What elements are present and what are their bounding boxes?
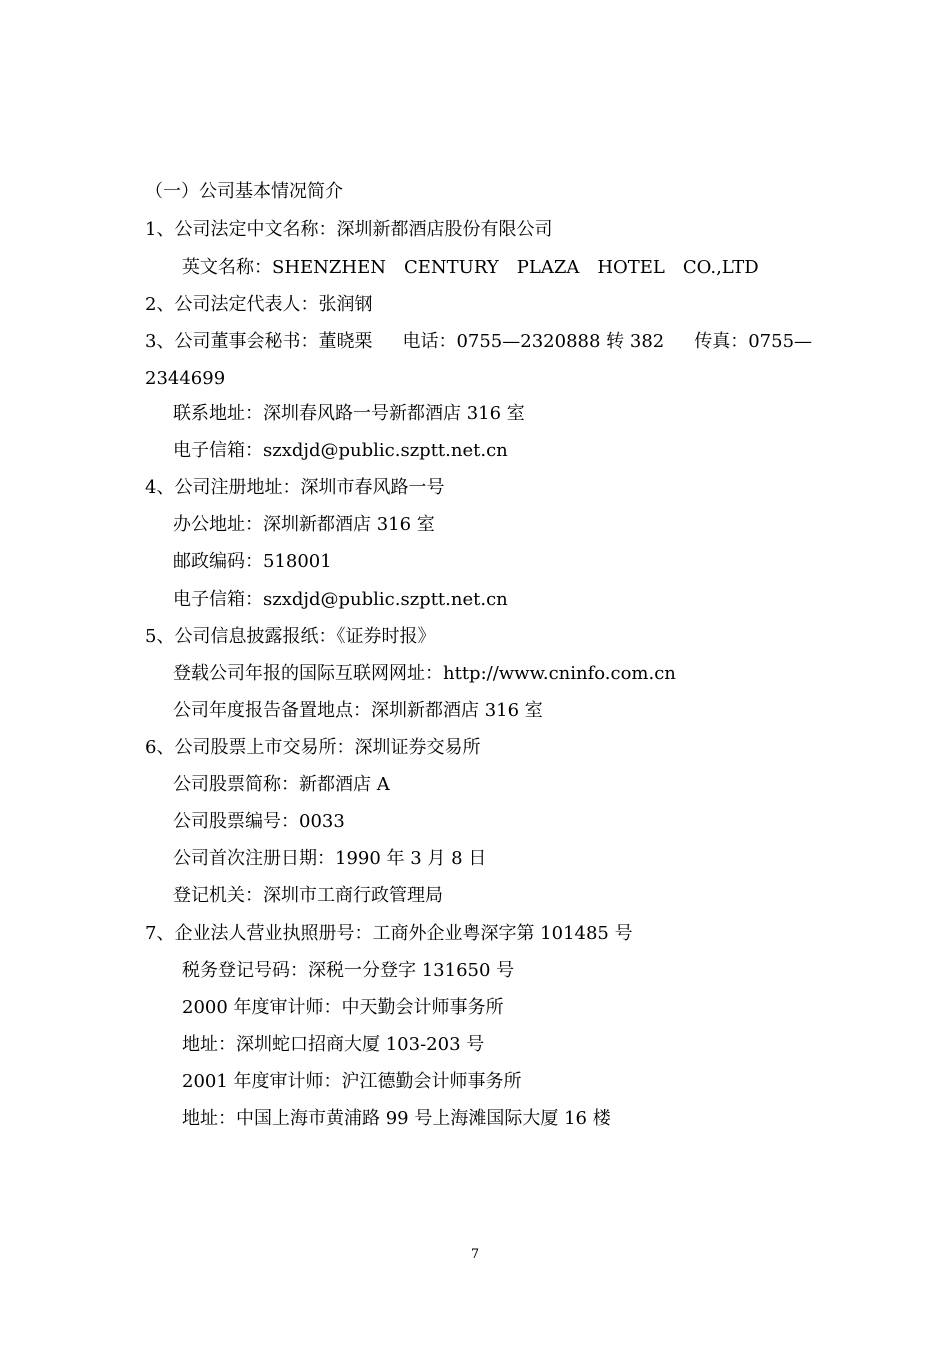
item-7-business-license: 7、企业法人营业执照册号：工商外企业粤深字第 101485 号: [145, 923, 633, 944]
secretary-phone: 电话：0755—2320888 转 382: [402, 331, 665, 352]
item-7-auditor-2000: 2000 年度审计师：中天勤会计师事务所: [182, 997, 504, 1018]
item-5-newspaper: 5、公司信息披露报纸：《证券时报》: [145, 626, 436, 647]
english-word-4: HOTEL: [597, 257, 665, 278]
english-word-3: PLAZA: [516, 257, 580, 278]
item-6-stock-code: 公司股票编号：0033: [173, 811, 345, 832]
item-7-auditor-2001-address: 地址：中国上海市黄浦路 99 号上海滩国际大厦 16 楼: [182, 1108, 611, 1129]
page-number: 7: [470, 1247, 480, 1262]
item-6-registration-authority: 登记机关：深圳市工商行政管理局: [173, 885, 443, 906]
english-word-5: CO.,LTD: [682, 257, 759, 278]
english-word-2: CENTURY: [404, 257, 499, 278]
section-heading: （一）公司基本情况简介: [145, 181, 343, 202]
english-word-1: SHENZHEN: [272, 257, 387, 278]
item-3-email: 电子信箱：szxdjd@public.szptt.net.cn: [173, 440, 508, 461]
item-4-email: 电子信箱：szxdjd@public.szptt.net.cn: [173, 589, 508, 610]
item-3-secretary: [145, 330, 812, 354]
item-1-chinese-name: 1、公司法定中文名称：深圳新都酒店股份有限公司: [145, 219, 553, 240]
secretary-name: 3、公司董事会秘书：董晓栗: [145, 331, 373, 352]
item-7-tax-number: 税务登记号码：深税一分登字 131650 号: [182, 960, 515, 981]
item-4-postcode: 邮政编码：518001: [173, 551, 332, 572]
item-3-fax-continued: 2344699: [145, 368, 226, 389]
secretary-fax: 传真：0755—: [694, 331, 813, 352]
item-1-english-name: [182, 256, 759, 280]
item-4-office-address: 办公地址：深圳新都酒店 316 室: [173, 514, 435, 535]
english-name-label: 英文名称：: [182, 257, 272, 278]
item-7-auditor-2000-address: 地址：深圳蛇口招商大厦 103-203 号: [182, 1034, 485, 1055]
item-4-registered-address: 4、公司注册地址：深圳市春风路一号: [145, 477, 445, 498]
item-6-stock-abbreviation: 公司股票简称：新都酒店 A: [173, 774, 390, 795]
item-5-website: 登载公司年报的国际互联网网址：http://www.cninfo.com.cn: [173, 663, 676, 684]
item-6-exchange: 6、公司股票上市交易所：深圳证券交易所: [145, 737, 481, 758]
item-2-legal-rep: 2、公司法定代表人：张润钢: [145, 294, 373, 315]
item-7-auditor-2001: 2001 年度审计师：沪江德勤会计师事务所: [182, 1071, 522, 1092]
item-5-report-location: 公司年度报告备置地点：深圳新都酒店 316 室: [173, 700, 543, 721]
item-3-contact-address: 联系地址：深圳春风路一号新都酒店 316 室: [173, 403, 525, 424]
item-6-registration-date: 公司首次注册日期：1990 年 3 月 8 日: [173, 848, 487, 869]
